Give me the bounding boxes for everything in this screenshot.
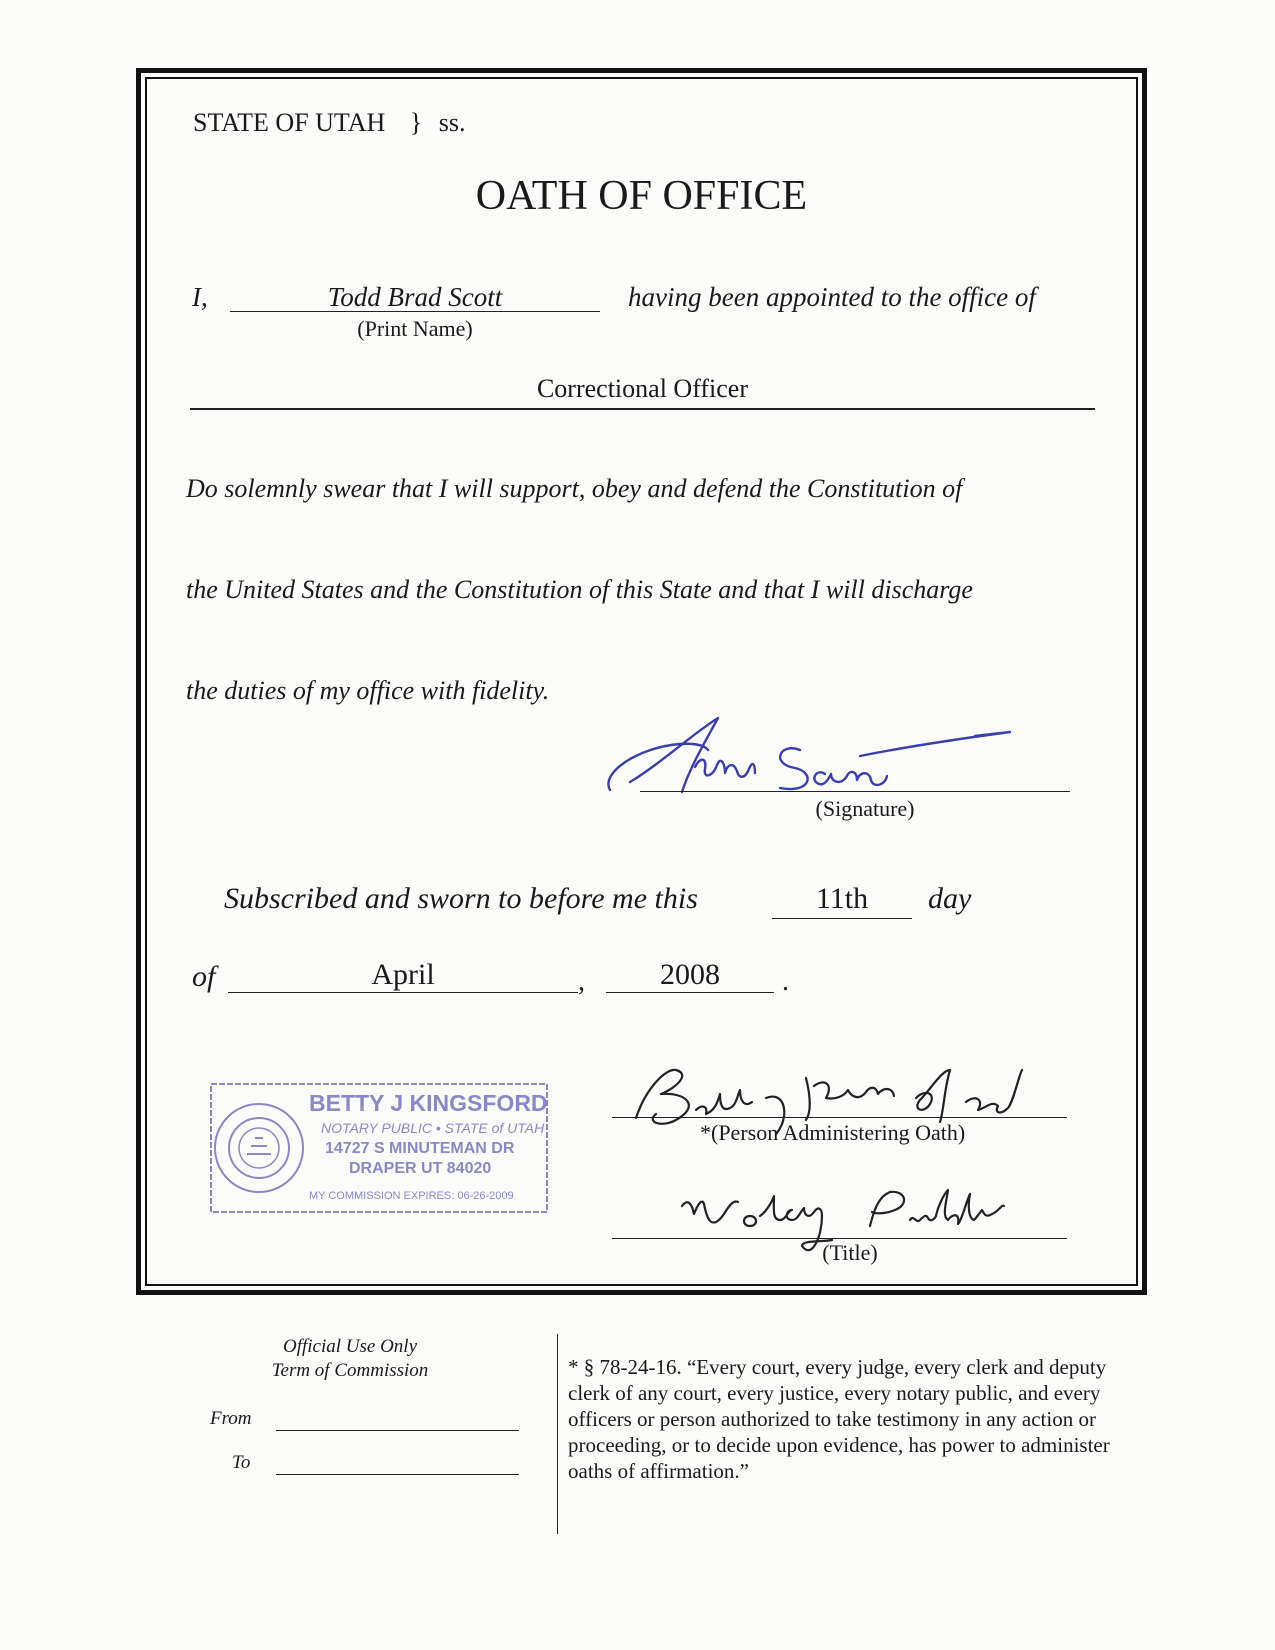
from-line — [276, 1430, 519, 1431]
venue-ss: ss. — [438, 108, 466, 137]
stamp-notary-name: BETTY J KINGSFORD — [309, 1090, 548, 1116]
sworn-day-line — [772, 918, 912, 919]
signature-line — [640, 791, 1070, 792]
sworn-day-value: 11th — [815, 882, 869, 915]
term-of-commission-heading: Term of Commission — [271, 1360, 429, 1381]
state-venue — [193, 108, 466, 138]
office-value: Correctional Officer — [536, 374, 749, 403]
pronoun-prefix: I, — [192, 282, 208, 312]
title-caption: (Title) — [822, 1240, 878, 1265]
signature-caption: (Signature) — [815, 796, 915, 821]
sworn-month-value: April — [371, 958, 435, 991]
administrator-line — [612, 1117, 1067, 1118]
sworn-of-word: of — [192, 960, 216, 993]
to-label: To — [232, 1452, 251, 1473]
office-line — [190, 408, 1095, 410]
print-name-caption: (Print Name) — [357, 316, 473, 341]
page-title: OATH OF OFFICE — [475, 173, 808, 219]
stamp-address: 14727 S MINUTEMAN DR — [325, 1140, 515, 1157]
sworn-month-line — [228, 992, 578, 993]
stamp-city: DRAPER UT 84020 — [349, 1160, 492, 1177]
sworn-text: Subscribed and sworn to before me this — [224, 882, 698, 915]
state-name: STATE OF UTAH — [193, 108, 386, 137]
statute-text: * § 78-24-16. “Every court, every judge, every clerk and deputy clerk of any court, every justice, every notary public, and every officers or person authorized to take testimony in any action or proceeding, or to decide upon evidence, has power to administer oaths of affirmation.” — [568, 1355, 1110, 1483]
print-name-line — [230, 311, 600, 312]
oath-line-3: the duties of my office with fidelity. — [186, 676, 550, 705]
sworn-day-word: day — [928, 882, 972, 915]
to-line — [276, 1474, 519, 1475]
stamp-expires: MY COMMISSION EXPIRES: 06-26-2009 — [309, 1190, 514, 1202]
appointed-text: having been appointed to the office of — [628, 282, 1036, 312]
oath-line-1: Do solemnly swear that I will support, obey and defend the Constitution of — [186, 474, 963, 503]
sworn-year-line — [606, 992, 774, 993]
stamp-notary-title: NOTARY PUBLIC • STATE of UTAH — [321, 1120, 545, 1136]
footer-divider — [557, 1334, 558, 1534]
oath-line-2: the United States and the Constitution of this State and that I will discharge — [186, 575, 973, 604]
from-label: From — [210, 1408, 252, 1429]
official-use-heading: Official Use Only — [282, 1336, 418, 1357]
administrator-caption: *(Person Administering Oath) — [700, 1120, 966, 1145]
sworn-comma: , — [578, 966, 585, 997]
print-name-value: Todd Brad Scott — [327, 282, 503, 312]
venue-brace: } — [409, 108, 423, 137]
sworn-period: . — [782, 966, 789, 997]
sworn-year-value: 2008 — [660, 958, 720, 991]
title-line — [612, 1238, 1067, 1239]
notary-stamp — [209, 1082, 549, 1214]
